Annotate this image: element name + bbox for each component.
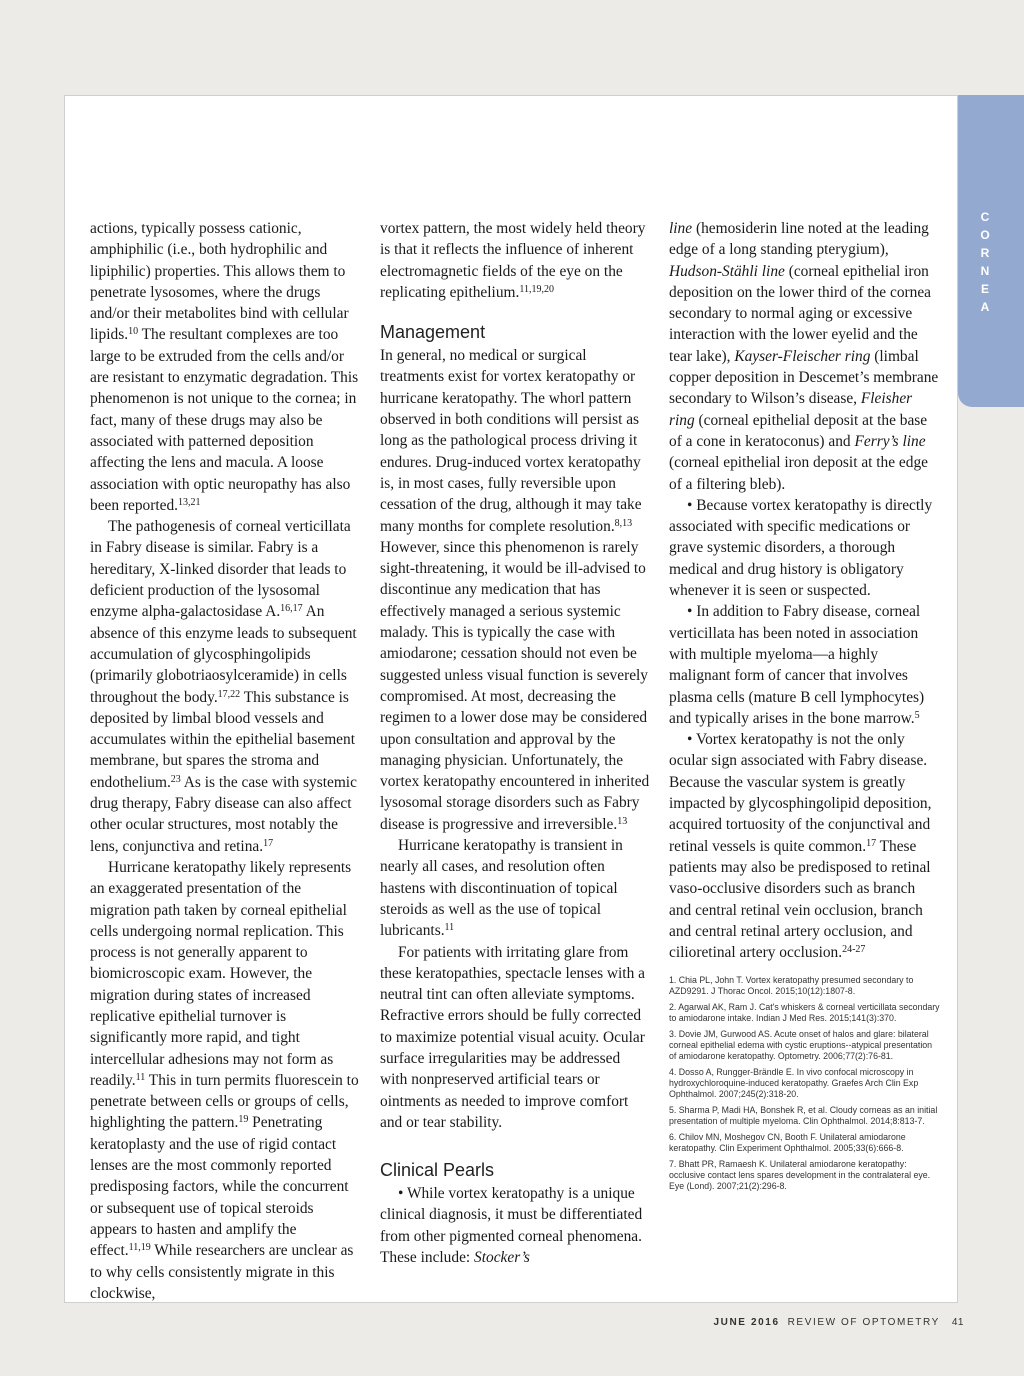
citation: 11 <box>444 922 455 934</box>
citation: 17,22 <box>217 688 241 700</box>
citation: 11 <box>135 1071 146 1083</box>
reference-item: 4. Dosso A, Rungger-Brändle E. In vivo confocal microscopy in hydroxychloroquine-induced keratopathy. Graefes Arch Clin Exp Ophthalmol. 2007;245(2):318-20. <box>669 1067 919 1100</box>
paragraph: • In addition to Fabry disease, corneal verticillata has been noted in association with multiple myeloma—a highly malignant form of cancer that involves plasma cells (mature B cell lymphocytes) and typically arises in the bone marrow.$^5$ <box>669 603 925 727</box>
citation: 24-27 <box>842 944 866 956</box>
paragraph: For patients with irritating glare from these keratopathies, spectacle lenses with a neutral tint can often alleviate symptoms. Refractive errors should be fully corrected to maximize potential visual acuity. Ocular surface irregularities may be addressed with nonpreserved artificial tears or ointments as needed to improve comfort and or tear stability. <box>380 943 645 1131</box>
column-2 <box>380 218 650 1268</box>
citation: 16,17 <box>280 603 303 615</box>
paragraph: In general, no medical or surgical treatments exist for vortex keratopathy or hurricane keratopathy. The whorl pattern observed in both conditions will persist as long as the pathological process driving it endures. Drug-induced vortex keratopathy is, in most cases, fully reversible upon cessation of the drug, although it may take many months for complete resolution.$^{8,13}$ However, since this phenomenon is rarely sight-threatening, it would be ill-advised to discontinue any medication that has effectively managed a serious systemic malady. This is typically the case with amiodarone; cessation should not even be suggested unless visual function is severely compromised. At most, decreasing the regimen to a lower dose may be considered upon consultation and approval by the managing physician. Unfortunately, the vortex keratopathy encountered in inherited lysosomal storage disorders such as Fabry disease is progressive and irreversible.$^{13}$ <box>380 347 650 833</box>
paragraph: • Vortex keratopathy is not the only ocular sign associated with Fabry disease. Because the vascular system is greatly impacted by glycosphingolipid deposition, acquired tortuosity of the conjunctival and retinal vessels is quite common.$^{17}$ These patients may also be predisposed to retinal vaso-occlusive disorders such as branch and central retinal vein occlusion, branch and central retinal artery occlusion, and cilioretinal artery occlusion.$^{24-27}$ <box>669 731 932 962</box>
reference-item: 6. Chilov MN, Moshegov CN, Booth F. Unilateral amiodarone keratopathy. Clin Experiment Ophthalmol. 2005;33(6):666-8. <box>669 1132 906 1154</box>
reference-list <box>669 975 941 1192</box>
page-number: 41 <box>951 1317 964 1328</box>
paragraph: • Because vortex keratopathy is directly associated with specific medications or grave systemic disorders, a thorough medical and drug history is obligatory whenever it is seen or suspected. <box>669 496 933 600</box>
citation: 23 <box>170 773 181 785</box>
reference-item: 7. Bhatt PR, Ramaesh K. Unilateral amiodarone keratopathy: occlusive contact lens spares development in the contralateral eye. Eye (Lond). 2007;21(2):296-8. <box>669 1159 931 1192</box>
column-3 <box>669 218 941 1197</box>
reference-item: 5. Sharma P, Madi HA, Bonshek R, et al. Cloudy corneas as an initial presentation of multiple myeloma. Clin Ophthalmol. 2014;8:813-7. <box>669 1105 938 1127</box>
paragraph: Hurricane keratopathy likely represents an exaggerated presentation of the migration path taken by corneal epithelial cells undergoing normal replication. This process is not generally apparent to biomicroscopic exam. However, the migration during states of increased replicative epithelial turnover is significantly more rapid, and tight intercellular adhesions may not form as readily.$^{11}$ This in turn permits fluorescein to penetrate between cells or groups of cells, highlighting the pattern.$^{19}$ Penetrating keratoplasty and the use of rigid contact lenses are the most commonly reported predisposing factors, while the concurrent or subsequent use of topical steroids appears to hasten and amplify the effect.$^{11,19}$ While researchers are unclear as to why cells consistently migrate in this clockwise, <box>90 858 359 1302</box>
reference-item: 3. Dovie JM, Gurwood AS. Acute onset of halos and glare: bilateral corneal epithelial edema with cystic eruptions--atypical presentation of amiodarone keratopathy. Optometry. 2006;77(2):76-81. <box>669 1029 933 1062</box>
paragraph: actions, typically possess cationic, amphiphilic (i.e., both hydrophilic and lipiphilic) properties. This allows them to penetrate lysosomes, where the drugs and/or their metabolites bind with cellular lipids.$^{10}$ The resultant complexes are too large to be extruded from the cells and/or are resistant to enzymatic degradation. This phenomenon is not unique to the cornea; in fact, many of these drugs may also be associated with patterned deposition affecting the lens and macula. A loose association with optic neuropathy has also been reported.$^{13,21}$ <box>90 220 359 514</box>
heading-management: Management <box>380 322 486 343</box>
page-footer <box>0 1317 964 1328</box>
citation: 17 <box>866 837 877 849</box>
citation: 11,19,20 <box>519 283 554 295</box>
column-1 <box>90 218 360 1304</box>
citation: 8,13 <box>614 517 633 529</box>
citation: 13,21 <box>178 496 201 508</box>
paragraph: • While vortex keratopathy is a unique clinical diagnosis, it must be differentiated from other pigmented corneal phenomena. These include: Stocker’s <box>380 1185 643 1267</box>
reference-item: 1. Chia PL, John T. Vortex keratopathy presumed secondary to AZD9291. J Thorac Oncol. 2015;10(12):1807-8. <box>669 975 914 997</box>
citation: 11,19 <box>128 1242 151 1254</box>
paragraph: line (hemosiderin line noted at the leading edge of a long standing pterygium), Hudson-Stähli line (corneal epithelial iron deposition on the lower third of the cornea secondary to normal aging or excessive interaction with the lower eyelid and the tear lake), Kayser-Fleischer ring (limbal copper deposition in Descemet’s membrane secondary to Wilson’s disease, Fleisher ring (corneal epithelial deposit at the base of a cone in keratoconus) and Ferry’s line (corneal epithelial iron deposit at the edge of a filtering bleb). <box>669 220 939 493</box>
citation: 19 <box>238 1114 249 1126</box>
paragraph: The pathogenesis of corneal verticillata in Fabry disease is similar. Fabry is a hereditary, X-linked disorder that leads to deficient production of the lysosomal enzyme alpha-galactosidase A.$^{16,17}$ An absence of this enzyme leads to subsequent accumulation of glycosphingolipids (primarily globotriaosylceramide) in cells throughout the body.$^{17,22}$ This substance is deposited by limbal blood vessels and accumulates within the epithelial basement membrane, but spares the stroma and endothelium.$^{23}$ As is the case with systemic drug therapy, Fabry disease can also affect other ocular structures, most notably the lens, conjunctiva and retina.$^{17}$ <box>90 518 357 855</box>
magazine-name: REVIEW OF OPTOMETRY <box>787 1317 940 1328</box>
heading-clinical-pearls: Clinical Pearls <box>380 1160 495 1181</box>
citation: 17 <box>263 837 274 849</box>
issue-date: JUNE 2016 <box>713 1317 780 1328</box>
citation: 10 <box>128 326 139 338</box>
citation: 13 <box>617 815 628 827</box>
reference-item: 2. Agarwal AK, Ram J. Cat's whiskers & corneal verticillata secondary to amiodarone intake. Indian J Med Res. 2015;141(3):370. <box>669 1002 940 1024</box>
section-tab-label: CORNEA <box>978 210 992 318</box>
paragraph: vortex pattern, the most widely held theory is that it reflects the influence of inherent electromagnetic fields of the eye on the replicating epithelium.$^{11,19,20}$ <box>380 220 646 301</box>
citation: 5 <box>914 709 920 721</box>
paragraph: Hurricane keratopathy is transient in nearly all cases, and resolution often hastens with discontinuation of topical steroids as well as the use of topical lubricants.$^{11}$ <box>380 837 623 940</box>
